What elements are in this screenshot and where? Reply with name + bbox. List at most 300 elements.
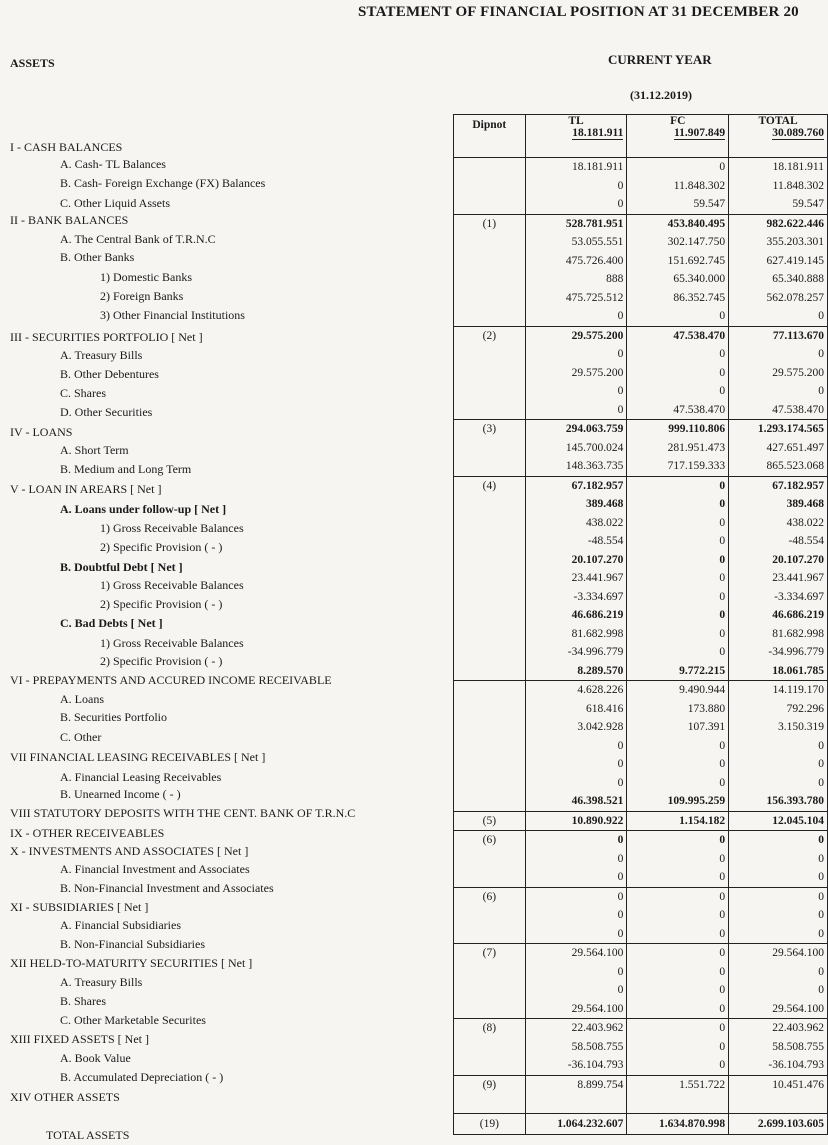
table-row (454, 195, 828, 214)
cell-fc: 0 (627, 364, 729, 383)
cell-total: 0 (729, 868, 828, 887)
cell-fc: 0 (627, 588, 729, 607)
table-row (454, 569, 828, 588)
table-row (454, 887, 828, 906)
header-tl (525, 115, 627, 158)
cell-total: 23.441.967 (729, 569, 828, 588)
cell-dipnot (454, 662, 526, 681)
row-label: B. Cash- Foreign Exchange (FX) Balances (60, 176, 266, 190)
table-row (454, 495, 828, 514)
cell-tl: 0 (525, 774, 627, 793)
cell-dipnot (454, 401, 526, 420)
cell-fc: 717.159.333 (627, 457, 729, 476)
cell-dipnot (454, 177, 526, 196)
table-row (454, 662, 828, 681)
cell-dipnot (454, 158, 526, 177)
cell-total: 427.651.497 (729, 439, 828, 458)
row-label: 1) Gross Receivable Balances (100, 521, 244, 535)
cell-fc: 0 (627, 850, 729, 869)
header-total (729, 115, 828, 158)
cell-tl: 46.686.219 (525, 606, 627, 625)
cell-fc: 281.951.473 (627, 439, 729, 458)
cell-fc: 0 (627, 981, 729, 1000)
cell-fc: 0 (627, 755, 729, 774)
cell-total: 0 (729, 737, 828, 756)
cell-dipnot (454, 195, 526, 214)
row-label: IX - OTHER RECEIVEABLES (10, 826, 165, 840)
cell-total: 627.419.145 (729, 252, 828, 271)
cell-tl: -48.554 (525, 532, 627, 551)
cell-dipnot: (4) (454, 476, 526, 495)
cell-tl: 0 (525, 401, 627, 420)
cell-dipnot (454, 364, 526, 383)
header-fc (627, 115, 729, 158)
cell-fc: 302.147.750 (627, 233, 729, 252)
row-label: A. The Central Bank of T.R.N.C (60, 232, 216, 246)
cell-total: 0 (729, 774, 828, 793)
table-row (454, 850, 828, 869)
table-row (454, 906, 828, 925)
header-fc-label: FC (670, 115, 686, 127)
table-row (454, 981, 828, 1000)
cell-fc: 1.154.182 (627, 811, 729, 831)
cell-tl: 29.564.100 (525, 944, 627, 963)
cell-total: 0 (729, 963, 828, 982)
row-label: 3) Other Financial Institutions (100, 308, 245, 322)
total-assets-label: TOTAL ASSETS (46, 1128, 130, 1142)
table-row (454, 439, 828, 458)
cell-fc: 0 (627, 831, 729, 850)
cell-dipnot (454, 868, 526, 887)
cell-tl: 53.055.551 (525, 233, 627, 252)
row-label: B. Accumulated Depreciation ( - ) (60, 1070, 224, 1084)
row-label: D. Other Securities (60, 405, 153, 419)
cell-fc: 11.848.302 (627, 177, 729, 196)
row-label: A. Short Term (60, 443, 129, 457)
cell-total: 18.061.785 (729, 662, 828, 681)
cell-dipnot (454, 588, 526, 607)
row-label: VI - PREPAYMENTS AND ACCURED INCOME RECEIVABLE (10, 673, 332, 687)
cell-total: 59.547 (729, 195, 828, 214)
row-label: B. Shares (60, 994, 106, 1008)
current-year-heading: CURRENT YEAR (608, 52, 712, 67)
table-row (454, 270, 828, 289)
table-row (454, 774, 828, 793)
cell-tl: 0 (525, 345, 627, 364)
table-row (454, 944, 828, 963)
row-label: 2) Specific Provision ( - ) (100, 654, 223, 668)
table-row (454, 1000, 828, 1019)
table-row (454, 588, 828, 607)
row-label: 2) Specific Provision ( - ) (100, 597, 223, 611)
cell-tl: 58.508.755 (525, 1038, 627, 1057)
cell-total: 81.682.998 (729, 625, 828, 644)
cell-tl: 0 (525, 177, 627, 196)
row-label: XI - SUBSIDIARIES [ Net ] (10, 900, 149, 914)
row-label: A. Financial Investment and Associates (60, 862, 250, 876)
row-label: B. Securities Portfolio (60, 710, 167, 724)
table-row (454, 755, 828, 774)
row-label: C. Other Marketable Securites (60, 1013, 206, 1027)
table-row (454, 307, 828, 326)
table-row (454, 532, 828, 551)
cell-fc: 151.692.745 (627, 252, 729, 271)
cell-dipnot: (6) (454, 831, 526, 850)
cell-fc: 999.110.806 (627, 420, 729, 439)
cell-total: -34.996.779 (729, 643, 828, 662)
cell-dipnot (454, 681, 526, 700)
cell-total: 0 (729, 981, 828, 1000)
cell-tl: 294.063.759 (525, 420, 627, 439)
cell-total: 438.022 (729, 514, 828, 533)
cell-tl: 0 (525, 906, 627, 925)
table-row (454, 963, 828, 982)
row-label: II - BANK BALANCES (10, 213, 129, 227)
cell-fc: 0 (627, 868, 729, 887)
table-row (454, 158, 828, 177)
cell-fc: 0 (627, 551, 729, 570)
header-dipnot: Dipnot (454, 115, 526, 158)
table-row (454, 606, 828, 625)
row-label: III - SECURITIES PORTFOLIO [ Net ] (10, 330, 203, 344)
cell-tl: 29.564.100 (525, 1000, 627, 1019)
row-label: B. Unearned Income ( - ) (60, 787, 181, 801)
header-tl-total: 18.181.911 (572, 127, 624, 139)
cell-total: 562.078.257 (729, 289, 828, 308)
cell-fc (627, 1094, 729, 1113)
total-assets-row (454, 1113, 828, 1134)
total-cell-dipnot: (19) (454, 1113, 526, 1134)
cell-total: 46.686.219 (729, 606, 828, 625)
cell-total: 0 (729, 925, 828, 944)
cell-dipnot (454, 718, 526, 737)
financial-table (453, 114, 828, 1135)
cell-fc: 0 (627, 1019, 729, 1038)
cell-fc: 0 (627, 495, 729, 514)
cell-fc: 0 (627, 774, 729, 793)
row-label: B. Other Debentures (60, 367, 159, 381)
table-row (454, 177, 828, 196)
cell-dipnot: (2) (454, 326, 526, 345)
cell-dipnot (454, 774, 526, 793)
cell-dipnot (454, 514, 526, 533)
cell-total: 58.508.755 (729, 1038, 828, 1057)
cell-dipnot (454, 382, 526, 401)
header-fc-total: 11.907.849 (673, 127, 726, 139)
cell-total: 0 (729, 755, 828, 774)
cell-total: 982.622.446 (729, 214, 828, 233)
cell-tl: 389.468 (525, 495, 627, 514)
cell-total: 10.451.476 (729, 1075, 828, 1094)
row-label: XII HELD-TO-MATURITY SECURITIES [ Net ] (10, 956, 253, 970)
cell-fc: 0 (627, 345, 729, 364)
row-label: XIV OTHER ASSETS (10, 1090, 120, 1104)
period-date: (31.12.2019) (630, 88, 692, 102)
table-row (454, 326, 828, 345)
cell-dipnot (454, 270, 526, 289)
row-label: VIII STATUTORY DEPOSITS WITH THE CENT. BANK OF T.R.N.C (10, 806, 356, 820)
cell-dipnot (454, 495, 526, 514)
cell-dipnot (454, 1094, 526, 1113)
cell-fc: 0 (627, 887, 729, 906)
cell-dipnot: (5) (454, 811, 526, 831)
cell-total: 11.848.302 (729, 177, 828, 196)
row-label: 2) Specific Provision ( - ) (100, 540, 223, 554)
cell-tl: 0 (525, 737, 627, 756)
cell-tl: 0 (525, 382, 627, 401)
cell-dipnot (454, 1056, 526, 1075)
table-row (454, 420, 828, 439)
row-label: A. Treasury Bills (60, 348, 143, 362)
cell-fc: 0 (627, 643, 729, 662)
row-label: C. Bad Debts [ Net ] (60, 616, 163, 630)
cell-fc: 0 (627, 158, 729, 177)
cell-dipnot (454, 792, 526, 811)
cell-total (729, 1094, 828, 1113)
row-label: 1) Gross Receivable Balances (100, 578, 244, 592)
row-label: B. Doubtful Debt [ Net ] (60, 560, 183, 574)
row-label: B. Non-Financial Investment and Associates (60, 881, 274, 895)
cell-dipnot: (1) (454, 214, 526, 233)
cell-tl: 0 (525, 963, 627, 982)
cell-tl: 0 (525, 195, 627, 214)
table-row (454, 382, 828, 401)
cell-dipnot (454, 1038, 526, 1057)
cell-fc: 0 (627, 532, 729, 551)
cell-fc: 0 (627, 1000, 729, 1019)
cell-total: 67.182.957 (729, 476, 828, 495)
cell-dipnot (454, 906, 526, 925)
table-row (454, 625, 828, 644)
cell-fc: 0 (627, 737, 729, 756)
cell-dipnot (454, 457, 526, 476)
cell-fc: 0 (627, 382, 729, 401)
cell-total: 12.045.104 (729, 811, 828, 831)
row-label: C. Shares (60, 386, 106, 400)
table-row (454, 1094, 828, 1113)
cell-fc: 9.490.944 (627, 681, 729, 700)
cell-tl (525, 1094, 627, 1113)
cell-dipnot (454, 569, 526, 588)
statement-title: STATEMENT OF FINANCIAL POSITION AT 31 DECEMBER 20 (358, 4, 799, 20)
cell-dipnot (454, 345, 526, 364)
cell-tl: 0 (525, 868, 627, 887)
table-row (454, 925, 828, 944)
table-row (454, 457, 828, 476)
total-cell-total: 2.699.103.605 (729, 1113, 828, 1134)
row-label: A. Loans (60, 692, 104, 706)
total-cell-tl: 1.064.232.607 (525, 1113, 627, 1134)
cell-dipnot (454, 755, 526, 774)
row-label: A. Financial Leasing Receivables (60, 770, 222, 784)
cell-fc: 47.538.470 (627, 401, 729, 420)
row-label: C. Other Liquid Assets (60, 196, 170, 210)
cell-fc: 107.391 (627, 718, 729, 737)
cell-total: 389.468 (729, 495, 828, 514)
header-total-total: 30.089.760 (772, 127, 824, 139)
cell-total: 29.575.200 (729, 364, 828, 383)
cell-dipnot (454, 981, 526, 1000)
cell-tl: 22.403.962 (525, 1019, 627, 1038)
row-label: B. Non-Financial Subsidiaries (60, 937, 205, 951)
row-label: VII FINANCIAL LEASING RECEIVABLES [ Net ] (10, 750, 266, 764)
cell-fc: 0 (627, 925, 729, 944)
row-label: A. Book Value (60, 1051, 131, 1065)
cell-fc: 86.352.745 (627, 289, 729, 308)
cell-tl: 0 (525, 850, 627, 869)
table-row (454, 1056, 828, 1075)
cell-tl: 46.398.521 (525, 792, 627, 811)
row-label: A. Financial Subsidiaries (60, 918, 181, 932)
cell-dipnot (454, 606, 526, 625)
cell-tl: 475.726.400 (525, 252, 627, 271)
cell-tl: 67.182.957 (525, 476, 627, 495)
cell-total: 355.203.301 (729, 233, 828, 252)
row-label: I - CASH BALANCES (10, 140, 123, 154)
table-row (454, 252, 828, 271)
table-row (454, 1075, 828, 1094)
table-header-row (454, 115, 828, 158)
cell-tl: 29.575.200 (525, 326, 627, 345)
cell-fc: 0 (627, 1038, 729, 1057)
cell-total: 77.113.670 (729, 326, 828, 345)
cell-total: 18.181.911 (729, 158, 828, 177)
cell-total: 0 (729, 850, 828, 869)
cell-total: 0 (729, 831, 828, 850)
cell-tl: 8.289.570 (525, 662, 627, 681)
cell-dipnot (454, 289, 526, 308)
table-row (454, 1038, 828, 1057)
cell-total: 29.564.100 (729, 1000, 828, 1019)
cell-tl: 10.890.922 (525, 811, 627, 831)
cell-total: 156.393.780 (729, 792, 828, 811)
cell-tl: 3.042.928 (525, 718, 627, 737)
cell-fc: 453.840.495 (627, 214, 729, 233)
cell-total: 65.340.888 (729, 270, 828, 289)
cell-total: 792.296 (729, 700, 828, 719)
cell-dipnot (454, 625, 526, 644)
header-tl-label: TL (568, 115, 584, 127)
cell-total: 0 (729, 307, 828, 326)
cell-dipnot (454, 233, 526, 252)
cell-dipnot (454, 532, 526, 551)
cell-total: 0 (729, 906, 828, 925)
cell-fc: 1.551.722 (627, 1075, 729, 1094)
row-label: IV - LOANS (10, 425, 73, 439)
cell-dipnot (454, 252, 526, 271)
table-row (454, 792, 828, 811)
cell-tl: 145.700.024 (525, 439, 627, 458)
table-row (454, 811, 828, 831)
cell-dipnot: (6) (454, 887, 526, 906)
cell-total: -36.104.793 (729, 1056, 828, 1075)
table-row (454, 401, 828, 420)
cell-total: -48.554 (729, 532, 828, 551)
cell-dipnot (454, 700, 526, 719)
cell-tl: 0 (525, 887, 627, 906)
cell-tl: 20.107.270 (525, 551, 627, 570)
table-row (454, 233, 828, 252)
cell-total: 0 (729, 887, 828, 906)
cell-tl: 81.682.998 (525, 625, 627, 644)
cell-fc: 9.772.215 (627, 662, 729, 681)
cell-fc: 0 (627, 944, 729, 963)
row-label: X - INVESTMENTS AND ASSOCIATES [ Net ] (10, 844, 249, 858)
cell-fc: 0 (627, 476, 729, 495)
table-row (454, 718, 828, 737)
row-label: V - LOAN IN AREARS [ Net ] (10, 482, 162, 496)
cell-fc: 47.538.470 (627, 326, 729, 345)
cell-tl: -3.334.697 (525, 588, 627, 607)
cell-total: 14.119.170 (729, 681, 828, 700)
cell-fc: 0 (627, 307, 729, 326)
cell-tl: -34.996.779 (525, 643, 627, 662)
cell-fc: 109.995.259 (627, 792, 729, 811)
cell-fc: 0 (627, 625, 729, 644)
table-row (454, 214, 828, 233)
table-row (454, 681, 828, 700)
cell-dipnot: (8) (454, 1019, 526, 1038)
cell-fc: 0 (627, 569, 729, 588)
table-row (454, 700, 828, 719)
cell-fc: 0 (627, 606, 729, 625)
cell-tl: 0 (525, 981, 627, 1000)
cell-tl: 23.441.967 (525, 569, 627, 588)
cell-total: 3.150.319 (729, 718, 828, 737)
cell-total: 20.107.270 (729, 551, 828, 570)
cell-dipnot (454, 643, 526, 662)
cell-tl: 0 (525, 925, 627, 944)
cell-fc: 59.547 (627, 195, 729, 214)
cell-tl: 528.781.951 (525, 214, 627, 233)
table-row (454, 643, 828, 662)
cell-dipnot (454, 737, 526, 756)
cell-total: -3.334.697 (729, 588, 828, 607)
cell-tl: 148.363.735 (525, 457, 627, 476)
cell-total: 47.538.470 (729, 401, 828, 420)
cell-dipnot (454, 850, 526, 869)
cell-tl: -36.104.793 (525, 1056, 627, 1075)
cell-tl: 475.725.512 (525, 289, 627, 308)
header-total-label: TOTAL (758, 115, 798, 127)
cell-dipnot (454, 439, 526, 458)
cell-tl: 0 (525, 307, 627, 326)
cell-fc: 0 (627, 963, 729, 982)
table-row (454, 345, 828, 364)
table-row (454, 289, 828, 308)
cell-tl: 29.575.200 (525, 364, 627, 383)
cell-tl: 18.181.911 (525, 158, 627, 177)
cell-fc: 0 (627, 514, 729, 533)
cell-dipnot (454, 925, 526, 944)
assets-heading: ASSETS (10, 56, 55, 70)
table-row (454, 364, 828, 383)
cell-fc: 173.880 (627, 700, 729, 719)
row-label: C. Other (60, 730, 102, 744)
table-row (454, 514, 828, 533)
cell-fc: 0 (627, 1056, 729, 1075)
cell-total: 1.293.174.565 (729, 420, 828, 439)
cell-fc: 0 (627, 906, 729, 925)
cell-dipnot: (7) (454, 944, 526, 963)
cell-dipnot (454, 963, 526, 982)
cell-total: 865.523.068 (729, 457, 828, 476)
cell-tl: 618.416 (525, 700, 627, 719)
cell-tl: 438.022 (525, 514, 627, 533)
cell-total: 29.564.100 (729, 944, 828, 963)
row-label: A. Loans under follow-up [ Net ] (60, 502, 227, 516)
cell-total: 0 (729, 382, 828, 401)
